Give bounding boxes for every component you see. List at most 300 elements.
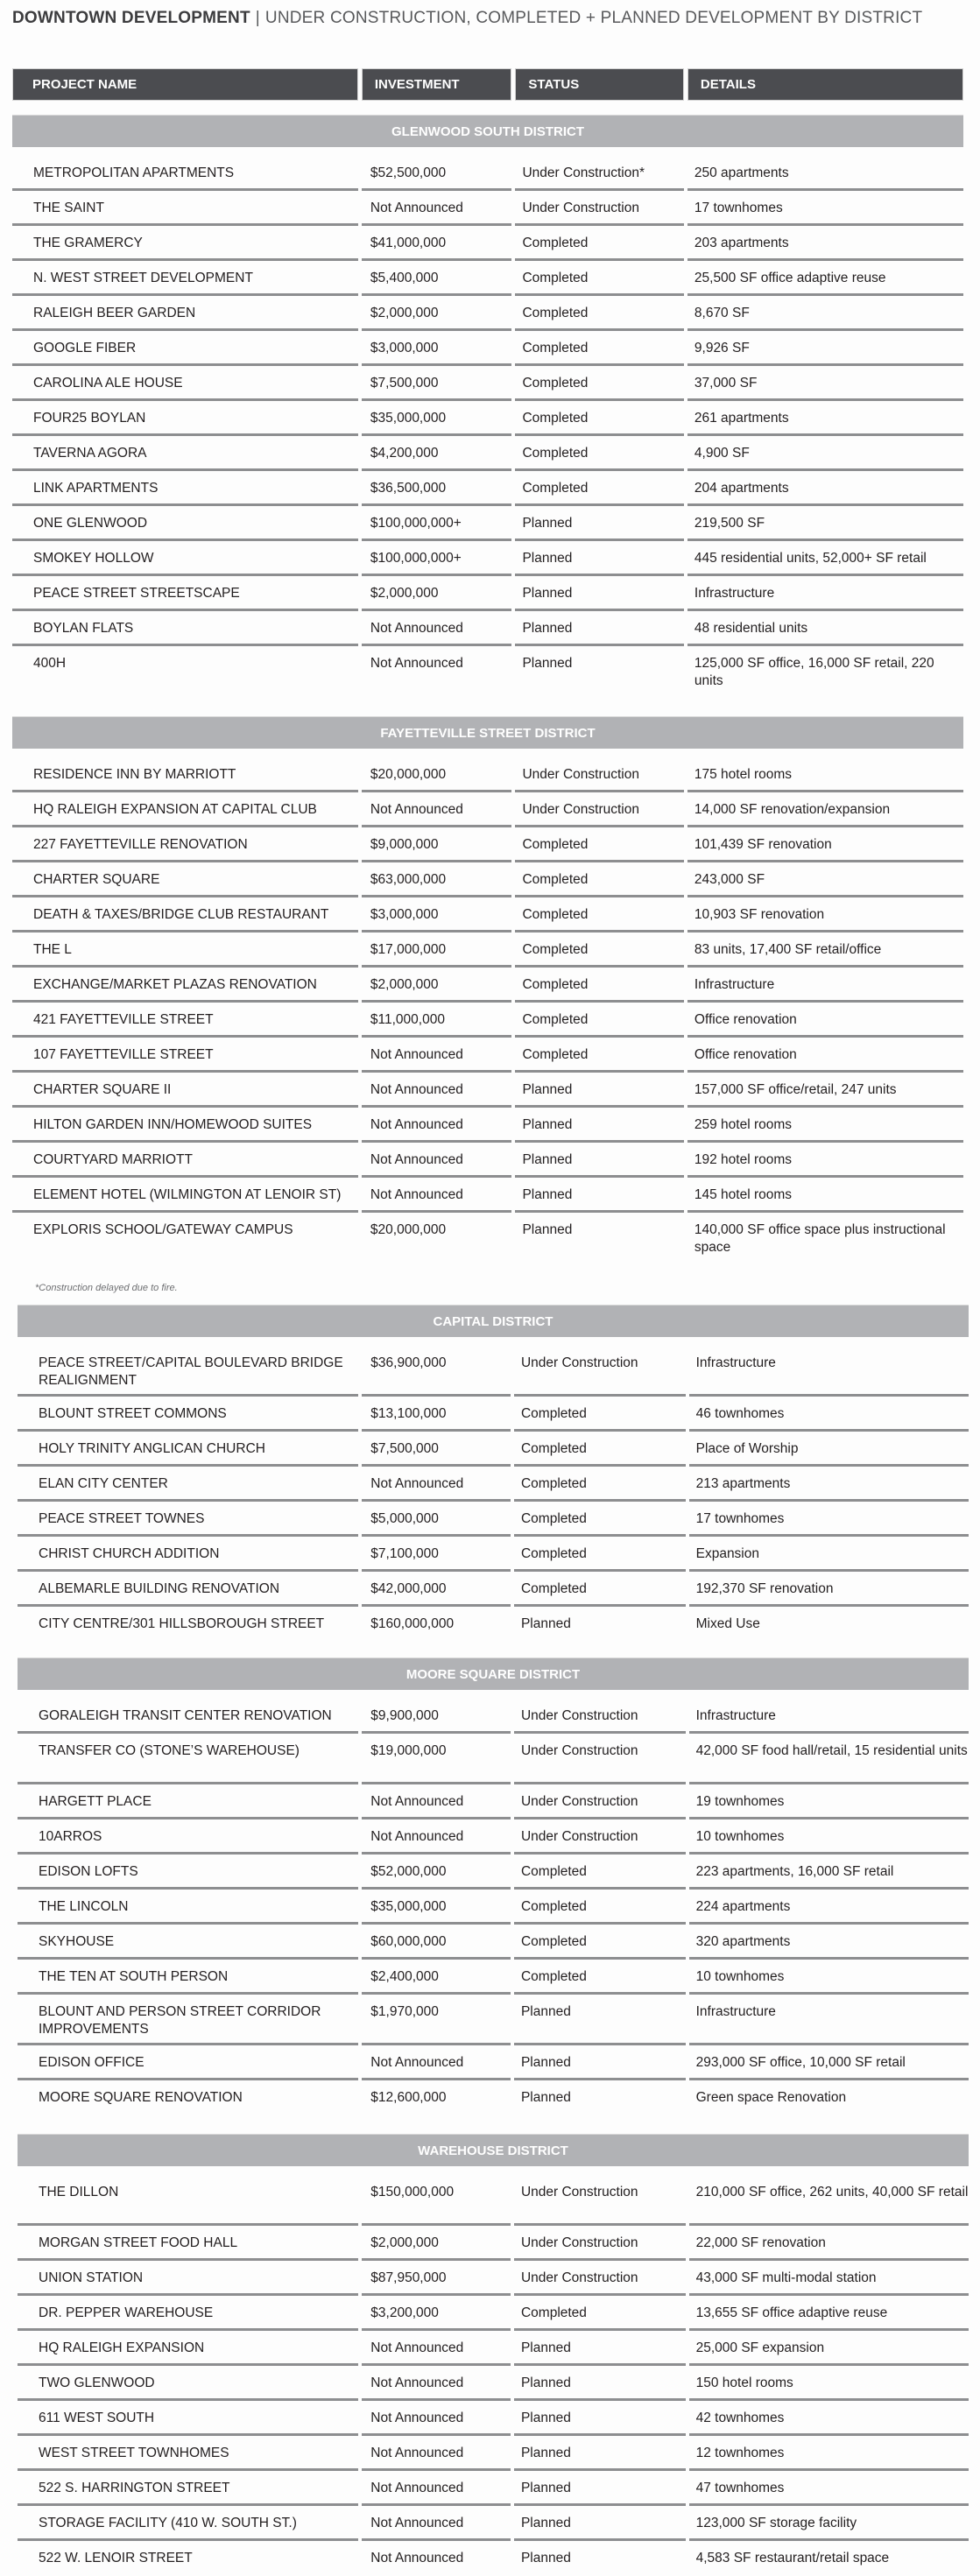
project-name-cell: RESIDENCE INN BY MARRIOTT: [12, 757, 358, 792]
table-row: [12, 576, 963, 611]
table-row: [18, 2226, 969, 2261]
status-cell: Under Construction: [514, 2226, 686, 2261]
project-name-cell: 227 FAYETTEVILLE RENOVATION: [12, 827, 358, 862]
investment-cell: $160,000,000: [370, 1616, 455, 1631]
investment-cell: $150,000,000: [362, 2175, 511, 2226]
project-name-cell: PEACE STREET STREETSCAPE: [12, 576, 358, 611]
project-name-cell: MORGAN STREET FOOD HALL: [18, 2226, 358, 2261]
details-cell: 259 hotel rooms: [687, 1108, 963, 1143]
project-name-cell: PEACE STREET TOWNES: [18, 1502, 358, 1537]
table-row: [12, 1143, 963, 1178]
table-row: [12, 1073, 963, 1108]
table-row: [18, 1572, 969, 1607]
details-cell: 13,655 SF office adaptive reuse: [689, 2296, 969, 2331]
details-cell: 250 apartments: [687, 156, 963, 191]
investment-cell: $100,000,000+: [362, 506, 512, 541]
status-cell: Under Construction*: [515, 156, 683, 191]
investment-cell: Not Announced: [362, 2366, 511, 2401]
table-row: [18, 1607, 969, 1642]
table-row: [18, 1699, 969, 1734]
investment-cell: $2,000,000: [362, 576, 512, 611]
investment-cell: Not Announced: [362, 2471, 511, 2506]
investment-cell: $5,400,000: [362, 261, 512, 296]
project-name-cell: UNION STATION: [18, 2261, 358, 2296]
project-name-cell: HQ RALEIGH EXPANSION AT CAPITAL CLUB: [12, 792, 358, 827]
district-band: GLENWOOD SOUTH DISTRICT: [12, 115, 963, 147]
details-cell: 25,500 SF office adaptive reuse: [687, 261, 963, 296]
details-cell: 4,900 SF: [687, 436, 963, 471]
details-cell: 43,000 SF multi-modal station: [689, 2261, 969, 2296]
status-cell: Planned: [514, 2366, 686, 2401]
district-section-moore-square: [18, 1658, 969, 2115]
investment-cell: $3,000,000: [362, 897, 512, 933]
status-cell: Planned: [515, 506, 683, 541]
investment-cell: $12,600,000: [370, 2090, 447, 2105]
details-cell: 10 townhomes: [689, 1819, 969, 1855]
table-row: [18, 1819, 969, 1855]
status-cell: Under Construction: [515, 191, 683, 226]
table-row: [12, 646, 963, 699]
details-cell: 10,903 SF renovation: [687, 897, 963, 933]
table-row: [12, 611, 963, 646]
status-cell: Planned: [515, 611, 683, 646]
details-cell: 37,000 SF: [687, 366, 963, 401]
district-rows: [12, 749, 963, 1265]
table-row: [12, 541, 963, 576]
status-cell: Completed: [515, 261, 683, 296]
status-cell: Completed: [514, 1890, 686, 1925]
investment-cell: $1,970,000: [362, 1995, 511, 2045]
footnote: *Construction delayed due to fire.: [35, 1283, 178, 1293]
investment-cell: $2,000,000: [362, 968, 512, 1003]
project-name-cell: EDISON LOFTS: [18, 1855, 358, 1890]
project-name-cell: METROPOLITAN APARTMENTS: [12, 156, 358, 191]
status-cell: Planned: [514, 2471, 686, 2506]
table-row: [12, 933, 963, 968]
status-cell: Planned: [522, 1222, 573, 1237]
table-row: [12, 1038, 963, 1073]
district-section-capital: [18, 1305, 969, 1642]
project-name-cell: 421 FAYETTEVILLE STREET: [12, 1003, 358, 1038]
details-cell: 17 townhomes: [687, 191, 963, 226]
project-name-cell: EDISON OFFICE: [18, 2045, 358, 2080]
table-row: [18, 1960, 969, 1995]
table-row: [18, 2261, 969, 2296]
investment-cell: $2,000,000: [362, 2226, 511, 2261]
status-cell: Planned: [515, 576, 683, 611]
status-cell: Completed: [515, 331, 683, 366]
investment-cell: Not Announced: [362, 1073, 512, 1108]
district-section-glenwood-south: [12, 115, 963, 699]
table-row: [12, 261, 963, 296]
investment-cell: Not Announced: [370, 656, 463, 671]
column-header-details: DETAILS: [687, 68, 963, 101]
project-name-cell: EXPLORIS SCHOOL/GATEWAY CAMPUS: [33, 1222, 293, 1237]
status-cell: Planned: [514, 2331, 686, 2366]
project-name-cell: BLOUNT STREET COMMONS: [18, 1397, 358, 1432]
status-cell: Completed: [515, 968, 683, 1003]
table-row: [18, 2506, 969, 2541]
investment-cell: $87,950,000: [362, 2261, 511, 2296]
table-row: [12, 191, 963, 226]
project-name-cell: DR. PEPPER WAREHOUSE: [18, 2296, 358, 2331]
investment-cell: $2,400,000: [362, 1960, 511, 1995]
details-cell: Expansion: [689, 1537, 969, 1572]
status-cell: Planned: [520, 1616, 571, 1631]
investment-cell: $4,200,000: [362, 436, 512, 471]
details-cell: 293,000 SF office, 10,000 SF retail: [689, 2045, 969, 2080]
status-cell: Under Construction: [514, 1819, 686, 1855]
investment-cell: Not Announced: [362, 1784, 511, 1819]
district-band: FAYETTEVILLE STREET DISTRICT: [12, 716, 963, 749]
details-cell: 213 apartments: [689, 1467, 969, 1502]
status-cell: Completed: [515, 226, 683, 261]
investment-cell: $3,000,000: [362, 331, 512, 366]
status-cell: Planned: [514, 2401, 686, 2436]
investment-cell: $19,000,000: [362, 1734, 511, 1784]
status-cell: Planned: [520, 2090, 571, 2105]
table-row: [18, 2401, 969, 2436]
table-row: [18, 2296, 969, 2331]
investment-cell: Not Announced: [362, 1038, 512, 1073]
investment-cell: $2,000,000: [362, 296, 512, 331]
table-row: [12, 968, 963, 1003]
details-cell: Infrastructure: [689, 1346, 969, 1397]
details-cell: 192,370 SF renovation: [689, 1572, 969, 1607]
investment-cell: Not Announced: [362, 191, 512, 226]
details-cell: 140,000 SF office space plus instructional space: [694, 1222, 946, 1255]
investment-cell: $36,500,000: [362, 471, 512, 506]
status-cell: Completed: [514, 1467, 686, 1502]
project-name-cell: BOYLAN FLATS: [12, 611, 358, 646]
status-cell: Completed: [514, 1397, 686, 1432]
column-header-investment: INVESTMENT: [362, 68, 512, 101]
details-cell: Infrastructure: [689, 1995, 969, 2045]
details-cell: 42,000 SF food hall/retail, 15 residential units: [689, 1734, 969, 1784]
table-row: [18, 2471, 969, 2506]
project-name-cell: THE LINCOLN: [18, 1890, 358, 1925]
table-header: [12, 68, 963, 101]
project-name-cell: CHRIST CHURCH ADDITION: [18, 1537, 358, 1572]
details-cell: 157,000 SF office/retail, 247 units: [687, 1073, 963, 1108]
project-name-cell: HARGETT PLACE: [18, 1784, 358, 1819]
investment-cell: $52,000,000: [362, 1855, 511, 1890]
table-row: [18, 2175, 969, 2226]
investment-cell: $35,000,000: [362, 401, 512, 436]
project-name-cell: 522 S. HARRINGTON STREET: [18, 2471, 358, 2506]
status-cell: Completed: [514, 1960, 686, 1995]
details-cell: Office renovation: [687, 1038, 963, 1073]
table-row: [18, 1346, 969, 1397]
details-cell: 445 residential units, 52,000+ SF retail: [687, 541, 963, 576]
table-row: [18, 1537, 969, 1572]
investment-cell: Not Announced: [362, 1819, 511, 1855]
table-row: [18, 2366, 969, 2401]
table-row: [12, 156, 963, 191]
investment-cell: $9,900,000: [362, 1699, 511, 1734]
details-cell: 22,000 SF renovation: [689, 2226, 969, 2261]
project-name-cell: TAVERNA AGORA: [12, 436, 358, 471]
project-name-cell: CITY CENTRE/301 HILLSBOROUGH STREET: [39, 1616, 325, 1631]
district-band: WAREHOUSE DISTRICT: [18, 2134, 969, 2166]
table-row: [12, 757, 963, 792]
investment-cell: $11,000,000: [362, 1003, 512, 1038]
project-name-cell: 10ARROS: [18, 1819, 358, 1855]
status-cell: Completed: [514, 1432, 686, 1467]
project-name-cell: 107 FAYETTEVILLE STREET: [12, 1038, 358, 1073]
project-name-cell: ALBEMARLE BUILDING RENOVATION: [18, 1572, 358, 1607]
details-cell: 320 apartments: [689, 1925, 969, 1960]
district-rows: [18, 1337, 969, 1642]
project-name-cell: 522 W. LENOIR STREET: [39, 2551, 193, 2565]
details-cell: Office renovation: [687, 1003, 963, 1038]
status-cell: Completed: [515, 1003, 683, 1038]
table-row: [12, 1108, 963, 1143]
details-cell: 219,500 SF: [687, 506, 963, 541]
investment-cell: Not Announced: [362, 2401, 511, 2436]
table-row: [18, 2541, 969, 2576]
table-row: [12, 1178, 963, 1213]
details-cell: 47 townhomes: [689, 2471, 969, 2506]
table-row: [18, 2080, 969, 2115]
table-row: [12, 366, 963, 401]
status-cell: Completed: [515, 897, 683, 933]
details-cell: Infrastructure: [689, 1699, 969, 1734]
project-name-cell: TWO GLENWOOD: [18, 2366, 358, 2401]
table-row: [12, 897, 963, 933]
project-name-cell: HQ RALEIGH EXPANSION: [18, 2331, 358, 2366]
status-cell: Planned: [514, 2436, 686, 2471]
status-cell: Planned: [515, 1108, 683, 1143]
details-cell: 46 townhomes: [689, 1397, 969, 1432]
investment-cell: $3,200,000: [362, 2296, 511, 2331]
investment-cell: $100,000,000+: [362, 541, 512, 576]
district-section-fayetteville-street: [12, 716, 963, 1265]
project-name-cell: CHARTER SQUARE II: [12, 1073, 358, 1108]
details-cell: 210,000 SF office, 262 units, 40,000 SF retail: [689, 2175, 969, 2226]
status-cell: Planned: [514, 1995, 686, 2045]
status-cell: Planned: [514, 2045, 686, 2080]
table-row: [12, 792, 963, 827]
investment-cell: Not Announced: [362, 611, 512, 646]
investment-cell: Not Announced: [362, 2045, 511, 2080]
status-cell: Completed: [514, 1572, 686, 1607]
table-row: [12, 1003, 963, 1038]
status-cell: Completed: [514, 1537, 686, 1572]
status-cell: Under Construction: [514, 1784, 686, 1819]
status-cell: Completed: [514, 1502, 686, 1537]
status-cell: Planned: [514, 2506, 686, 2541]
project-name-cell: THE L: [12, 933, 358, 968]
investment-cell: $42,000,000: [362, 1572, 511, 1607]
project-name-cell: DEATH & TAXES/BRIDGE CLUB RESTAURANT: [12, 897, 358, 933]
table-row: [12, 296, 963, 331]
details-cell: 8,670 SF: [687, 296, 963, 331]
project-name-cell: GORALEIGH TRANSIT CENTER RENOVATION: [18, 1699, 358, 1734]
project-name-cell: MOORE SQUARE RENOVATION: [39, 2090, 243, 2105]
page-title: [12, 9, 922, 28]
status-cell: Completed: [514, 1925, 686, 1960]
project-name-cell: EXCHANGE/MARKET PLAZAS RENOVATION: [12, 968, 358, 1003]
status-cell: Completed: [514, 1855, 686, 1890]
table-row: [12, 331, 963, 366]
project-name-cell: ELEMENT HOTEL (WILMINGTON AT LENOIR ST): [12, 1178, 358, 1213]
details-cell: 261 apartments: [687, 401, 963, 436]
project-name-cell: CHARTER SQUARE: [12, 862, 358, 897]
table-row: [18, 1734, 969, 1784]
project-name-cell: TRANSFER CO (STONE’S WAREHOUSE): [18, 1734, 358, 1784]
investment-cell: $7,500,000: [362, 366, 512, 401]
district-band: MOORE SQUARE DISTRICT: [18, 1658, 969, 1690]
details-cell: 243,000 SF: [687, 862, 963, 897]
table-row: [18, 1397, 969, 1432]
status-cell: Completed: [515, 401, 683, 436]
column-header-project-name: PROJECT NAME: [12, 68, 358, 101]
title-subtitle: UNDER CONSTRUCTION, COMPLETED + PLANNED DEVELOPMENT BY DISTRICT: [264, 9, 923, 27]
table-row: [12, 1213, 963, 1265]
project-name-cell: THE TEN AT SOUTH PERSON: [18, 1960, 358, 1995]
investment-cell: $20,000,000: [362, 757, 512, 792]
project-name-cell: STORAGE FACILITY (410 W. SOUTH ST.): [18, 2506, 358, 2541]
details-cell: 10 townhomes: [689, 1960, 969, 1995]
table-row: [18, 2436, 969, 2471]
project-name-cell: PEACE STREET/CAPITAL BOULEVARD BRIDGE REALIGNMENT: [18, 1346, 358, 1397]
details-cell: 192 hotel rooms: [687, 1143, 963, 1178]
investment-cell: Not Announced: [362, 1467, 511, 1502]
details-cell: Infrastructure: [687, 968, 963, 1003]
investment-cell: Not Announced: [362, 2331, 511, 2366]
investment-cell: $7,500,000: [362, 1432, 511, 1467]
status-cell: Planned: [515, 1143, 683, 1178]
investment-cell: Not Announced: [362, 1108, 512, 1143]
investment-cell: $17,000,000: [362, 933, 512, 968]
status-cell: Completed: [515, 827, 683, 862]
investment-cell: $20,000,000: [370, 1222, 447, 1237]
investment-cell: $36,900,000: [362, 1346, 511, 1397]
project-name-cell: THE GRAMERCY: [12, 226, 358, 261]
details-cell: 203 apartments: [687, 226, 963, 261]
details-cell: Green space Renovation: [695, 2090, 847, 2105]
status-cell: Planned: [515, 541, 683, 576]
details-cell: 4,583 SF restaurant/retail space: [695, 2551, 890, 2565]
details-cell: Place of Worship: [689, 1432, 969, 1467]
investment-cell: $7,100,000: [362, 1537, 511, 1572]
status-cell: Under Construction: [514, 1699, 686, 1734]
investment-cell: Not Announced: [362, 1178, 512, 1213]
investment-cell: $52,500,000: [362, 156, 512, 191]
project-name-cell: ELAN CITY CENTER: [18, 1467, 358, 1502]
project-name-cell: N. WEST STREET DEVELOPMENT: [12, 261, 358, 296]
table-row: [12, 471, 963, 506]
table-row: [18, 1467, 969, 1502]
details-cell: 125,000 SF office, 16,000 SF retail, 220 units: [694, 656, 934, 688]
table-row: [12, 827, 963, 862]
status-cell: Planned: [520, 2551, 571, 2565]
investment-cell: Not Announced: [362, 792, 512, 827]
details-cell: 14,000 SF renovation/expansion: [687, 792, 963, 827]
investment-cell: $9,000,000: [362, 827, 512, 862]
column-header-status: STATUS: [515, 68, 683, 101]
investment-cell: $60,000,000: [362, 1925, 511, 1960]
investment-cell: Not Announced: [362, 2506, 511, 2541]
title-main: DOWNTOWN DEVELOPMENT: [12, 9, 250, 27]
status-cell: Completed: [515, 862, 683, 897]
table-row: [18, 1502, 969, 1537]
project-name-cell: RALEIGH BEER GARDEN: [12, 296, 358, 331]
title-separator: |: [255, 9, 260, 27]
investment-cell: Not Announced: [362, 2436, 511, 2471]
project-name-cell: LINK APARTMENTS: [12, 471, 358, 506]
status-cell: Completed: [515, 366, 683, 401]
details-cell: 9,926 SF: [687, 331, 963, 366]
district-rows: [12, 147, 963, 699]
investment-cell: $63,000,000: [362, 862, 512, 897]
details-cell: Mixed Use: [695, 1616, 760, 1631]
project-name-cell: HILTON GARDEN INN/HOMEWOOD SUITES: [12, 1108, 358, 1143]
status-cell: Completed: [515, 471, 683, 506]
details-cell: 224 apartments: [689, 1890, 969, 1925]
details-cell: 175 hotel rooms: [687, 757, 963, 792]
table-row: [18, 1925, 969, 1960]
status-cell: Completed: [515, 296, 683, 331]
table-row: [18, 1784, 969, 1819]
details-cell: 223 apartments, 16,000 SF retail: [689, 1855, 969, 1890]
status-cell: Completed: [514, 2296, 686, 2331]
project-name-cell: WEST STREET TOWNHOMES: [18, 2436, 358, 2471]
details-cell: 12 townhomes: [689, 2436, 969, 2471]
project-name-cell: THE SAINT: [12, 191, 358, 226]
district-band: CAPITAL DISTRICT: [18, 1305, 969, 1337]
table-row: [18, 1855, 969, 1890]
project-name-cell: GOOGLE FIBER: [12, 331, 358, 366]
project-name-cell: SMOKEY HOLLOW: [12, 541, 358, 576]
details-cell: 83 units, 17,400 SF retail/office: [687, 933, 963, 968]
project-name-cell: SKYHOUSE: [18, 1925, 358, 1960]
table-row: [12, 226, 963, 261]
details-cell: 123,000 SF storage facility: [689, 2506, 969, 2541]
table-row: [12, 862, 963, 897]
details-cell: Infrastructure: [687, 576, 963, 611]
status-cell: Planned: [515, 1073, 683, 1108]
investment-cell: $5,000,000: [362, 1502, 511, 1537]
details-cell: 204 apartments: [687, 471, 963, 506]
project-name-cell: BLOUNT AND PERSON STREET CORRIDOR IMPROVEMENTS: [18, 1995, 358, 2045]
investment-cell: Not Announced: [362, 1143, 512, 1178]
project-name-cell: 611 WEST SOUTH: [18, 2401, 358, 2436]
details-cell: 150 hotel rooms: [689, 2366, 969, 2401]
project-name-cell: HOLY TRINITY ANGLICAN CHURCH: [18, 1432, 358, 1467]
status-cell: Planned: [515, 1178, 683, 1213]
status-cell: Planned: [522, 656, 573, 671]
details-cell: 145 hotel rooms: [687, 1178, 963, 1213]
status-cell: Completed: [515, 436, 683, 471]
status-cell: Under Construction: [514, 2175, 686, 2226]
investment-cell: $41,000,000: [362, 226, 512, 261]
status-cell: Under Construction: [515, 792, 683, 827]
project-name-cell: THE DILLON: [18, 2175, 358, 2226]
table-row: [12, 436, 963, 471]
details-cell: 19 townhomes: [689, 1784, 969, 1819]
details-cell: 48 residential units: [687, 611, 963, 646]
status-cell: Under Construction: [514, 1346, 686, 1397]
table-row: [12, 506, 963, 541]
status-cell: Under Construction: [515, 757, 683, 792]
status-cell: Completed: [515, 933, 683, 968]
district-rows: [18, 1690, 969, 2115]
details-cell: 101,439 SF renovation: [687, 827, 963, 862]
investment-cell: $13,100,000: [362, 1397, 511, 1432]
status-cell: Under Construction: [514, 1734, 686, 1784]
